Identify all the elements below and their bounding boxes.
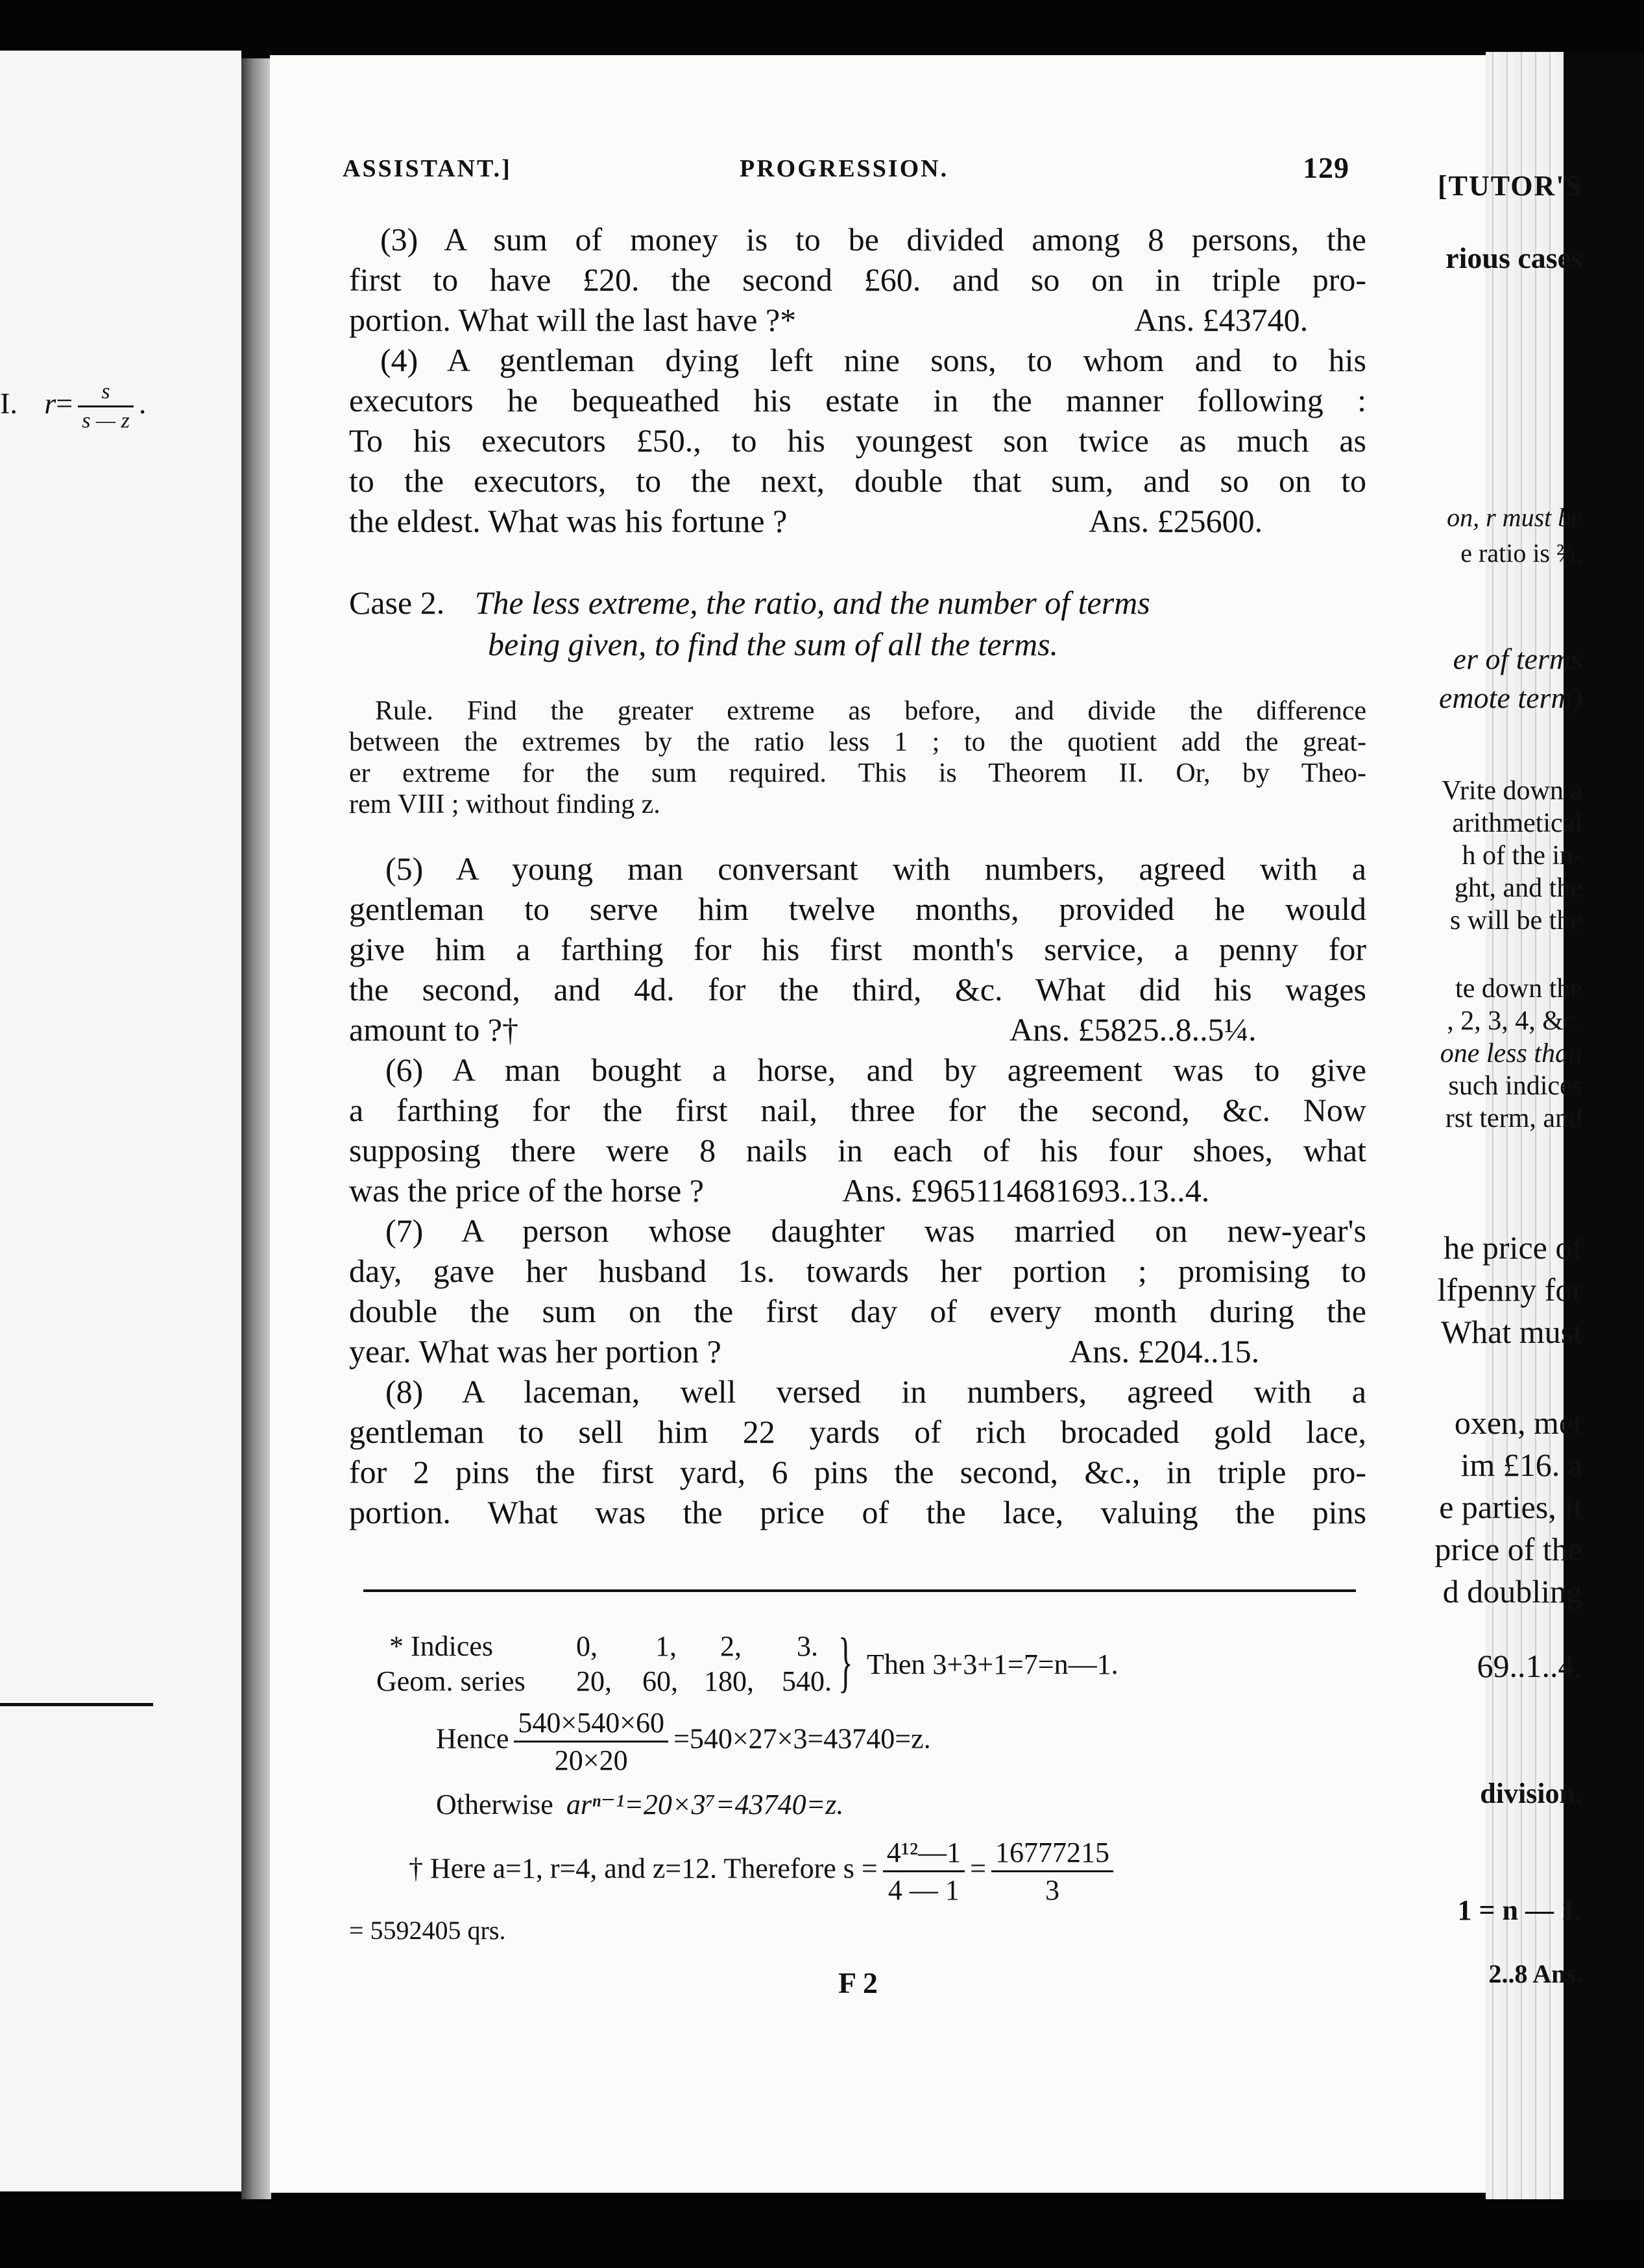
left-fragment: he price of — [1444, 1229, 1582, 1266]
left-fragment: on, r must be — [1447, 503, 1582, 532]
text-line: (6) A man bought a horse, and by agreement was to give — [385, 1052, 1366, 1088]
text-line: supposing there were 8 nails in each of his four shoes, what — [349, 1132, 1366, 1168]
left-fragment: ght, and the — [1454, 873, 1582, 903]
text-line: To his executors £50., to his youngest son twice as much as — [349, 422, 1366, 459]
text-line: day, gave her husband 1s. towards her portion ; promising to — [349, 1253, 1366, 1289]
footnote-otherwise: Otherwise arⁿ⁻¹=20×3⁷=43740=z. — [436, 1789, 844, 1820]
book-gutter — [241, 58, 271, 2199]
left-fragment: one less than — [1440, 1039, 1582, 1068]
footnote-indices: * Indices 0, 1, 2, 3. — [389, 1630, 818, 1662]
left-page — [0, 51, 241, 2191]
left-fragment: e parties, it — [1439, 1489, 1582, 1525]
text-line: executors he bequeathed his estate in the manner following : — [349, 382, 1366, 418]
text-line: amount to ?† Ans. £5825..8..5¼. — [349, 1009, 1366, 1050]
left-formula: I. r= $\frac{s}{s — z}$ . — [0, 380, 147, 433]
text-line: give him a farthing for his first month's service, a penny for — [349, 931, 1366, 967]
rule-line: between the extremes by the ratio less 1 ; to the quotient add the great- — [349, 727, 1366, 757]
left-fragment: , 2, 3, 4, &c. — [1447, 1006, 1582, 1036]
text-line: (8) A laceman, well versed in numbers, agreed with a — [385, 1373, 1366, 1410]
left-fragment: er of terms — [1453, 642, 1582, 675]
brace: } — [838, 1624, 853, 1699]
left-fragment: h of the in- — [1462, 841, 1582, 871]
text-line: (4) A gentleman dying left nine sons, to whom and to his — [380, 342, 1366, 378]
text-line: (7) A person whose daughter was married on new-year's — [385, 1212, 1366, 1249]
footnote-continuation: = 5592405 qrs. — [349, 1916, 506, 1945]
text-line: for 2 pins the first yard, 6 pins the second, &c., in triple pro- — [349, 1454, 1366, 1490]
footnote-hence: Hence $\frac{540\times 540\times 60}{20\times 20}$ =540×27×3=43740=z. — [436, 1707, 931, 1776]
text-line: portion. What was the price of the lace, valuing the pins — [349, 1494, 1366, 1530]
answer: Ans. £965114681693..13..4. — [842, 1172, 1210, 1209]
left-fragment: e ratio is ⅔, — [1460, 538, 1582, 568]
running-head-title: PROGRESSION. — [740, 155, 949, 182]
case-heading-2: being given, to find the sum of all the terms. — [488, 626, 1059, 662]
answer: Ans. £204..15. — [1069, 1333, 1260, 1369]
text-line: double the sum on the first day of every month during the — [349, 1293, 1366, 1329]
text-line: (3) A sum of money is to be divided among 8 persons, the — [380, 221, 1366, 258]
case-heading — [349, 584, 1150, 621]
left-fragment: Vrite down a — [1442, 776, 1582, 806]
left-fragment: 2..8 Ans. — [1488, 1959, 1582, 1988]
left-fragment: s will be the — [1449, 906, 1582, 935]
page-number: 129 — [1303, 151, 1349, 184]
left-fragment: im £16. a — [1460, 1447, 1582, 1483]
text-line: year. What was her portion ? Ans. £204..15. — [349, 1331, 1366, 1371]
formula-var: r — [44, 387, 56, 420]
footnote-series: Geom. series 20, 60, 180, 540. — [376, 1665, 832, 1697]
left-rule — [0, 1703, 153, 1706]
text-line: the eldest. What was his fortune ? Ans. £25600. — [349, 501, 1366, 541]
footnote-dagger: † Here a=1, r=4, and z=12. Therefore s = $\frac{\text{4¹²—1}}{4 — 1}$ = $\frac{16777215}{3}$ — [409, 1836, 1118, 1907]
left-fragment: rious cases — [1445, 241, 1582, 274]
text-line: gentleman to serve him twelve months, provided he would — [349, 891, 1366, 927]
left-fragment: I. — [0, 387, 18, 420]
left-fragment: oxen, met — [1454, 1405, 1582, 1441]
text-line: to the executors, to the next, double that sum, and so on to — [349, 463, 1366, 499]
text-line: was the price of the horse ? Ans. £965114681693..13..4. — [349, 1170, 1366, 1211]
left-fragment: price of the — [1434, 1531, 1582, 1567]
text-line: gentleman to sell him 22 yards of rich brocaded gold lace, — [349, 1414, 1366, 1450]
left-fragment: What must — [1440, 1314, 1582, 1350]
signature-mark: F 2 — [838, 1966, 878, 1999]
left-fragment: 69..1..4. — [1477, 1648, 1582, 1684]
text-line: a farthing for the first nail, three for the second, &c. Now — [349, 1092, 1366, 1128]
text-line: (5) A young man conversant with numbers, agreed with a — [385, 850, 1366, 887]
rule-line: er extreme for the sum required. This is Theorem II. Or, by Theo- — [349, 758, 1366, 788]
formula-den: s — z — [82, 409, 130, 433]
left-fragment: lfpenny for — [1437, 1272, 1582, 1308]
footnote-then: Then 3+3+1=7=n—1. — [867, 1648, 1118, 1680]
text-line: first to have £20. the second £60. and so on in triple pro- — [349, 261, 1366, 298]
left-fragment: rst term, and — [1445, 1104, 1582, 1133]
formula-num: s — [78, 380, 134, 407]
left-fragment: arithmetical — [1452, 808, 1582, 838]
case-text-1: The less extreme, the ratio, and the number of terms — [474, 585, 1150, 621]
text-line: the second, and 4d. for the third, &c. What did his wages — [349, 971, 1366, 1007]
left-fragment: such indices — [1448, 1071, 1582, 1101]
left-fragment: 1 = n — 1. — [1457, 1894, 1582, 1926]
left-fragment: emote term) — [1439, 681, 1582, 714]
running-head-left: ASSISTANT.] — [343, 155, 512, 182]
case-label: Case 2. — [349, 585, 445, 621]
left-fragment: d doubling — [1442, 1573, 1582, 1610]
left-fragment: te down the — [1455, 974, 1582, 1004]
left-fragment: [TUTOR'S — [1437, 170, 1582, 202]
text-line: portion. What will the last have ?* Ans. £43740. — [349, 300, 1366, 340]
rule-line: rem VIII ; without finding z. — [349, 790, 660, 819]
answer: Ans. £25600. — [1089, 503, 1263, 539]
left-fragment: division. — [1480, 1778, 1582, 1809]
answer: Ans. £5825..8..5¼. — [1009, 1011, 1257, 1048]
rule-line: Rule. Find the greater extreme as before, and divide the difference — [375, 696, 1366, 726]
footnote-rule — [363, 1589, 1356, 1592]
answer: Ans. £43740. — [1134, 302, 1309, 338]
